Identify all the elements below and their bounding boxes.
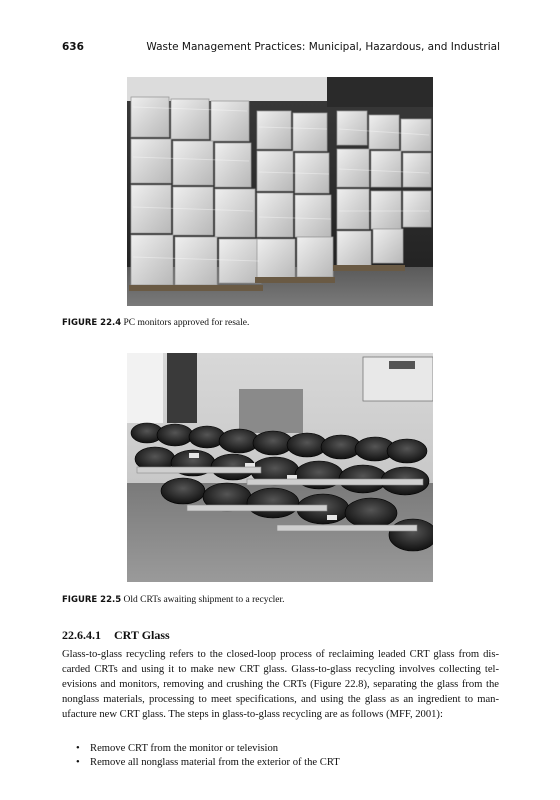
figure-label: FIGURE 22.5	[62, 595, 122, 605]
section-number: 22.6.4.1	[62, 628, 101, 642]
list-item: • Remove CRT from the monitor or television	[76, 742, 340, 756]
paragraph-line: nonglass materials, processing to meet specifications, and using the glass as an ingredient to man-	[62, 694, 499, 705]
figure-caption-text: PC monitors approved for resale.	[123, 318, 250, 328]
photo-old-crts-on-pallets	[127, 353, 433, 582]
section-title: CRT Glass	[114, 628, 170, 642]
figure-photo-pc-monitors	[127, 77, 433, 306]
figure-caption	[62, 318, 249, 328]
body-paragraph	[62, 647, 499, 722]
bullet-list	[76, 742, 340, 770]
section-heading	[62, 628, 170, 643]
paragraph-line: Glass-to-glass recycling refers to the closed-loop process of reclaiming leaded CRT glass from dis-	[62, 649, 499, 660]
photo-pc-monitors-on-pallets	[127, 77, 433, 306]
paragraph-line: evisions and monitors, removing and crushing the CRTs (Figure 22.8), separating the glass from the	[62, 679, 499, 690]
figure-photo-old-crts	[127, 353, 433, 582]
figure-label: FIGURE 22.4	[62, 318, 122, 328]
page-number: 636	[62, 41, 84, 53]
figure-caption-text: Old CRTs awaiting shipment to a recycler.	[123, 595, 285, 605]
running-header	[62, 41, 500, 57]
running-title: Waste Management Practices: Municipal, Hazardous, and Industrial	[146, 41, 500, 53]
paragraph-line: ufacture new CRT glass. The steps in glass-to-glass recycling are as follows (MFF, 2001):	[62, 709, 443, 720]
list-item: • Remove all nonglass material from the exterior of the CRT	[76, 756, 340, 770]
figure-caption	[62, 595, 285, 605]
paragraph-line: carded CRTs and using it to make new CRT glass. Glass-to-glass recycling involves collecting tel-	[62, 664, 499, 675]
